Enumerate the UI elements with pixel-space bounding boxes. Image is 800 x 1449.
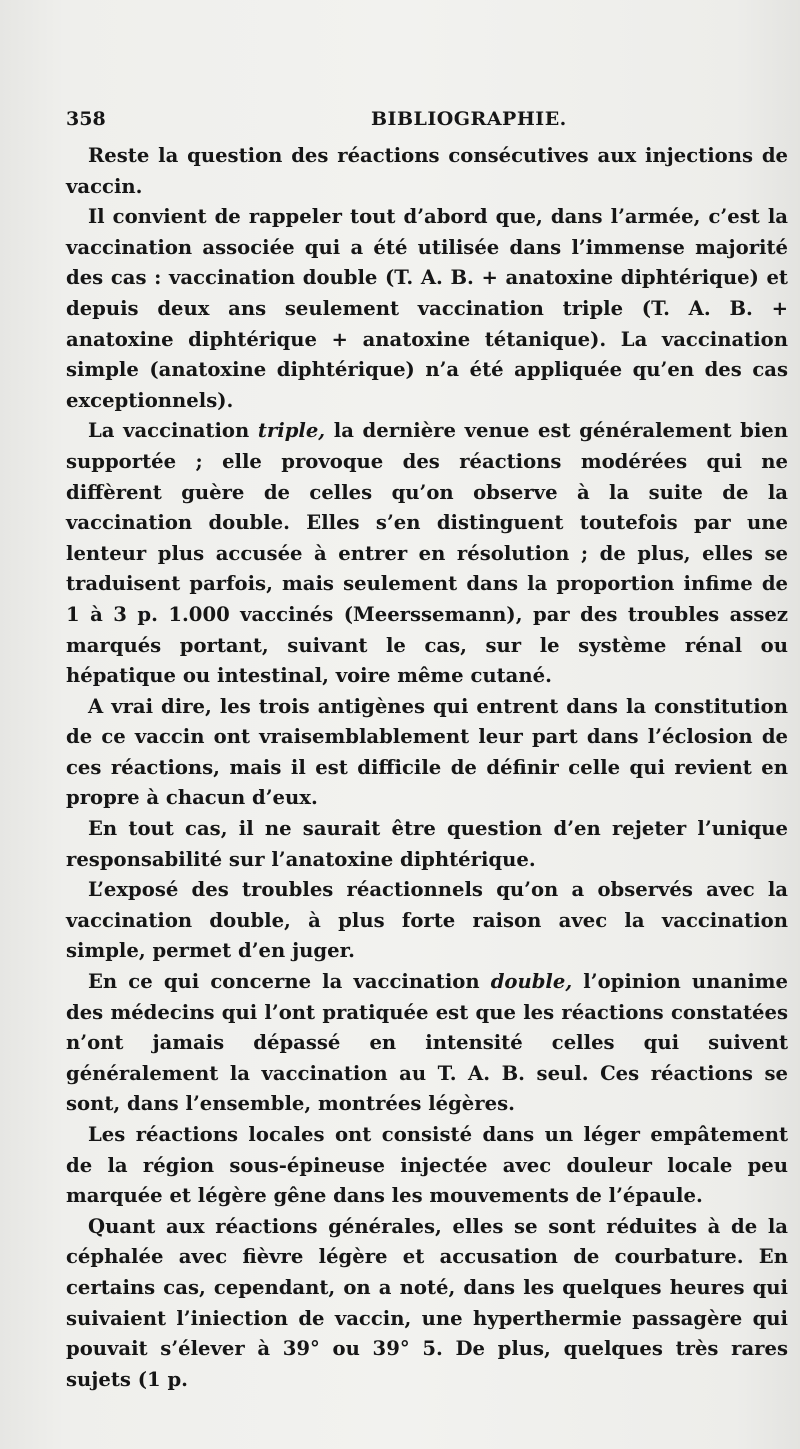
paragraph-3-italic: triple, [257, 419, 326, 443]
paragraph-6-text: L’exposé des troubles réactionnels qu’on a observés avec la vaccination double, à plus forte raison avec la vaccination simple, permet d’en juger. [66, 878, 788, 963]
paragraph-4 [66, 692, 788, 814]
paragraph-7-text-end: l’opinion unanime des médecins qui l’ont pratiquée est que les réactions constatées n’ont jamais dépassé en intensité celles qui suivent généralement la vaccination au T. A. B. seul. Ces réactions se sont, dans l’ensemble, montrées légères. [66, 970, 788, 1116]
paragraph-2-text: Il convient de rappeler tout d’abord que, dans l’armée, c’est la vaccination associée qui a été utilisée dans l’immense majorité des cas : vaccination double (T. A. B. + anatoxine diphtérique) et depuis deux ans seulement vaccination triple (T. A. B. + anatoxine diphtérique + anatoxine tétanique). La vaccination simple (anatoxine diphtérique) n’a été appliquée qu’en des cas exceptionnels). [66, 205, 788, 412]
paragraph-5-text: En tout cas, il ne saurait être question d’en rejeter l’unique responsabilité sur l’anatoxine diphtérique. [66, 817, 788, 871]
page-number: 358 [66, 108, 106, 130]
running-head: BIBLIOGRAPHIE. [371, 108, 567, 130]
paragraph-9-text: Quant aux réactions générales, elles se sont réduites à de la céphalée avec fièvre légère et accusation de courbature. En certains cas, cependant, on a noté, dans les quelques heures qui suivaient l’iniection de vaccin, une hyperthermie passagère qui pouvait s’élever à 39° ou 39° 5. De plus, quelques très rares sujets (1 p. [66, 1214, 788, 1391]
paragraph-3-text-start: La vaccination [88, 419, 258, 443]
paragraph-7-text-start: En ce qui concerne la vaccination [88, 970, 491, 994]
paragraph-4-text: A vrai dire, les trois antigènes qui entrent dans la constitution de ce vaccin ont vraisemblablement leur part dans l’éclosion de ces réactions, mais il est difficile de définir celle qui revient en propre à chacun d’eux. [66, 694, 788, 810]
body-text [66, 141, 788, 1395]
paragraph-1-text: Reste la question des réactions consécutives aux injections de vaccin. [66, 144, 788, 198]
paragraph-8-text: Les réactions locales ont consisté dans un léger empâtement de la région sous-épineuse injectée avec douleur locale peu marquée et légère gêne dans les mouvements de l’épaule. [66, 1123, 788, 1208]
paragraph-3 [66, 416, 788, 691]
paragraph-5 [66, 814, 788, 875]
page-header [66, 108, 766, 138]
paragraph-6 [66, 875, 788, 967]
paragraph-3-text-end: la dernière venue est généralement bien supportée ; elle provoque des réactions modérées qui ne diffèrent guère de celles qu’on observe à la suite de la vaccination double. Elles s’en distinguent toutefois par une lenteur plus accusée à entrer en résolution ; de plus, elles se traduisent parfois, mais seulement dans la proportion infime de 1 à 3 p. 1.000 vaccinés (Meerssemann), par des troubles assez marqués portant, suivant le cas, sur le système rénal ou hépatique ou intestinal, voire même cutané. [66, 419, 788, 688]
paragraph-9 [66, 1212, 788, 1396]
paragraph-8 [66, 1120, 788, 1212]
paragraph-1 [66, 141, 788, 202]
paragraph-7 [66, 967, 788, 1120]
paragraph-2 [66, 202, 788, 416]
paragraph-7-italic: double, [490, 970, 573, 994]
